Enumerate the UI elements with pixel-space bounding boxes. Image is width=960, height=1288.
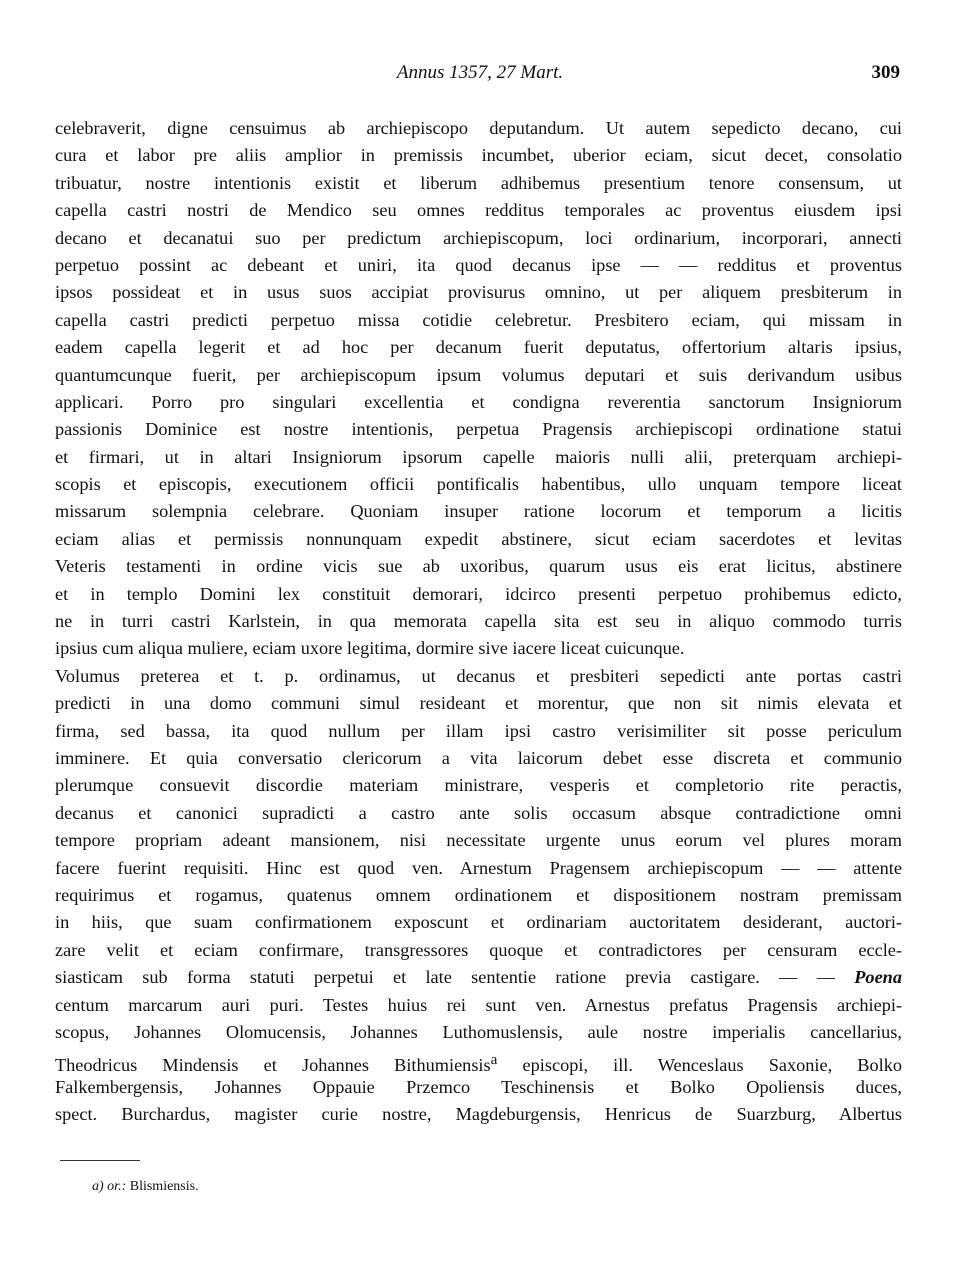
text-line-with-poena (55, 964, 902, 991)
running-head (0, 62, 960, 86)
text-line: scopus, Johannes Olomucensis, Johannes Luthomuslensis, aule nostre imperialis cancellarius, (55, 1021, 902, 1042)
footnote (92, 1178, 199, 1196)
footnote-reference: a (490, 1051, 498, 1069)
text-segment: siasticam sub forma statuti perpetui et late sententie ratione previa castigare. — — (55, 967, 835, 988)
text-segment: Theodricus Mindensis et Johannes Bithumiensis (55, 1055, 491, 1076)
text-line: tribuatur, nostre intentionis existit et liberum adhibemus presentium tenore consensum, ut (55, 172, 902, 193)
text-line: passionis Dominice est nostre intentionis, perpetua Pragensis archiepiscopi ordinatione statui (55, 419, 902, 440)
text-line: centum marcarum auri puri. Testes huius rei sunt ven. Arnestus prefatus Pragensis archiepi- (55, 994, 902, 1015)
text-line: predicti in una domo communi simul resideant et morentur, que non sit nimis elevata et (55, 693, 902, 714)
text-line: decano et decanatui suo per predictum archiepiscopum, loci ordinarium, incorporari, annecti (55, 227, 902, 248)
text-line: cura et labor pre aliis amplior in premissis incumbet, uberior eciam, sicut decet, consolatio (55, 145, 902, 166)
text-line: plerumque consuevit discordie materiam ministrare, vesperis et completorio rite peractis, (55, 775, 902, 796)
text-line: capella castri nostri de Mendico seu omnes redditus temporales ac proventus eiusdem ipsi (55, 200, 902, 221)
text-line: Veteris testamenti in ordine vicis sue ab uxoribus, quarum usus eis erat licitus, abstinere (55, 556, 902, 577)
footnote-abbrev: or.: (107, 1179, 127, 1194)
text-line: celebraverit, digne censuimus ab archiepiscopo deputandum. Ut autem sepedicto decano, cui (55, 118, 902, 138)
text-line: spect. Burchardus, magister curie nostre, Magdeburgensis, Henricus de Suarzburg, Albertus (55, 1104, 902, 1125)
text-segment: episcopi, ill. Wenceslaus Saxonie, Bolko (497, 1055, 903, 1076)
text-line: capella castri predicti perpetuo missa cotidie celebretur. Presbitero eciam, qui missam in (55, 309, 902, 330)
text-line: Falkembergensis, Johannes Oppauie Przemco Teschinensis et Bolko Opoliensis duces, (55, 1076, 902, 1097)
text-line: Volumus preterea et t. p. ordinamus, ut decanus et presbiteri sepedicti ante portas castri (55, 665, 902, 686)
text-line: quantumcunque fuerit, per archiepiscopum ipsum volumus deputari et suis derivandum usibus (55, 364, 902, 385)
text-line: ne in turri castri Karlstein, in qua memorata capella sita est seu in aliquo commodo turris (55, 611, 902, 632)
footnote-rule (60, 1160, 140, 1161)
text-line: in hiis, que suam confirmationem exposcunt et ordinariam auctoritatem desiderant, auctori- (55, 912, 902, 933)
text-line: eadem capella legerit et ad hoc per decanum fuerit deputatus, offertorium altaris ipsius, (55, 337, 902, 358)
text-line: firma, sed bassa, ita quod nullum per illam ipsi castro verisimiliter sit posse periculum (55, 720, 902, 741)
text-line: et in templo Domini lex constituit demorari, idcirco presenti perpetuo prohibemus edicto, (55, 583, 902, 604)
text-line: imminere. Et quia conversatio clericorum a vita laicorum debet esse discreta et communio (55, 747, 902, 768)
text-line: decanus et canonici supradicti a castro ante solis occasum absque contradictione omni (55, 802, 902, 823)
text-line: scopis et episcopis, executionem officii pontificalis habentibus, ullo unquam tempore liceat (55, 474, 902, 495)
text-line: missarum solempnia celebrare. Quoniam insuper ratione locorum et temporum a licitis (55, 501, 902, 522)
text-line-with-footnote-ref (55, 1046, 903, 1076)
text-line: requirimus et rogamus, quatenus omnem ordinationem et dispositionem nostram premissam (55, 884, 902, 905)
page-number: 309 (871, 62, 900, 83)
text-line: zare velit et eciam confirmare, transgressores quoque et contradictores per censuram eccle- (55, 939, 902, 960)
text-line: eciam alias et permissis nonnunquam expedit abstinere, sicut eciam sacerdotes et levitas (55, 528, 902, 549)
footnote-text: Blismiensis. (129, 1179, 199, 1194)
text-line: ipsos possideat et in usus suos accipiat provisurus omnino, ut per aliquem presbiterum in (55, 282, 902, 303)
text-line: perpetuo possint ac debeant et uniri, ita quod decanus ipse — — redditus et proventus (55, 254, 902, 275)
text-line: applicari. Porro pro singulari excellentia et condigna reverentia sanctorum Insigniorum (55, 391, 902, 412)
text-line: et firmari, ut in altari Insigniorum ipsorum capelle maioris nulli alii, preterquam archiepi- (55, 446, 902, 467)
text-line: facere fuerint requisiti. Hinc est quod ven. Arnestum Pragensem archiepiscopum — — attente (55, 857, 902, 878)
running-title: Annus 1357, 27 Mart. (396, 62, 564, 83)
text-line: tempore propriam adeant mansionem, nisi necessitate urgente unus eorum vel plures moram (55, 830, 902, 851)
poena-label: Poena (854, 967, 902, 988)
text-line: ipsius cum aliqua muliere, eciam uxore legitima, dormire sive iacere liceat cuicunque. (55, 638, 685, 659)
footnote-marker: a) (92, 1179, 104, 1194)
body-text (55, 115, 902, 1128)
